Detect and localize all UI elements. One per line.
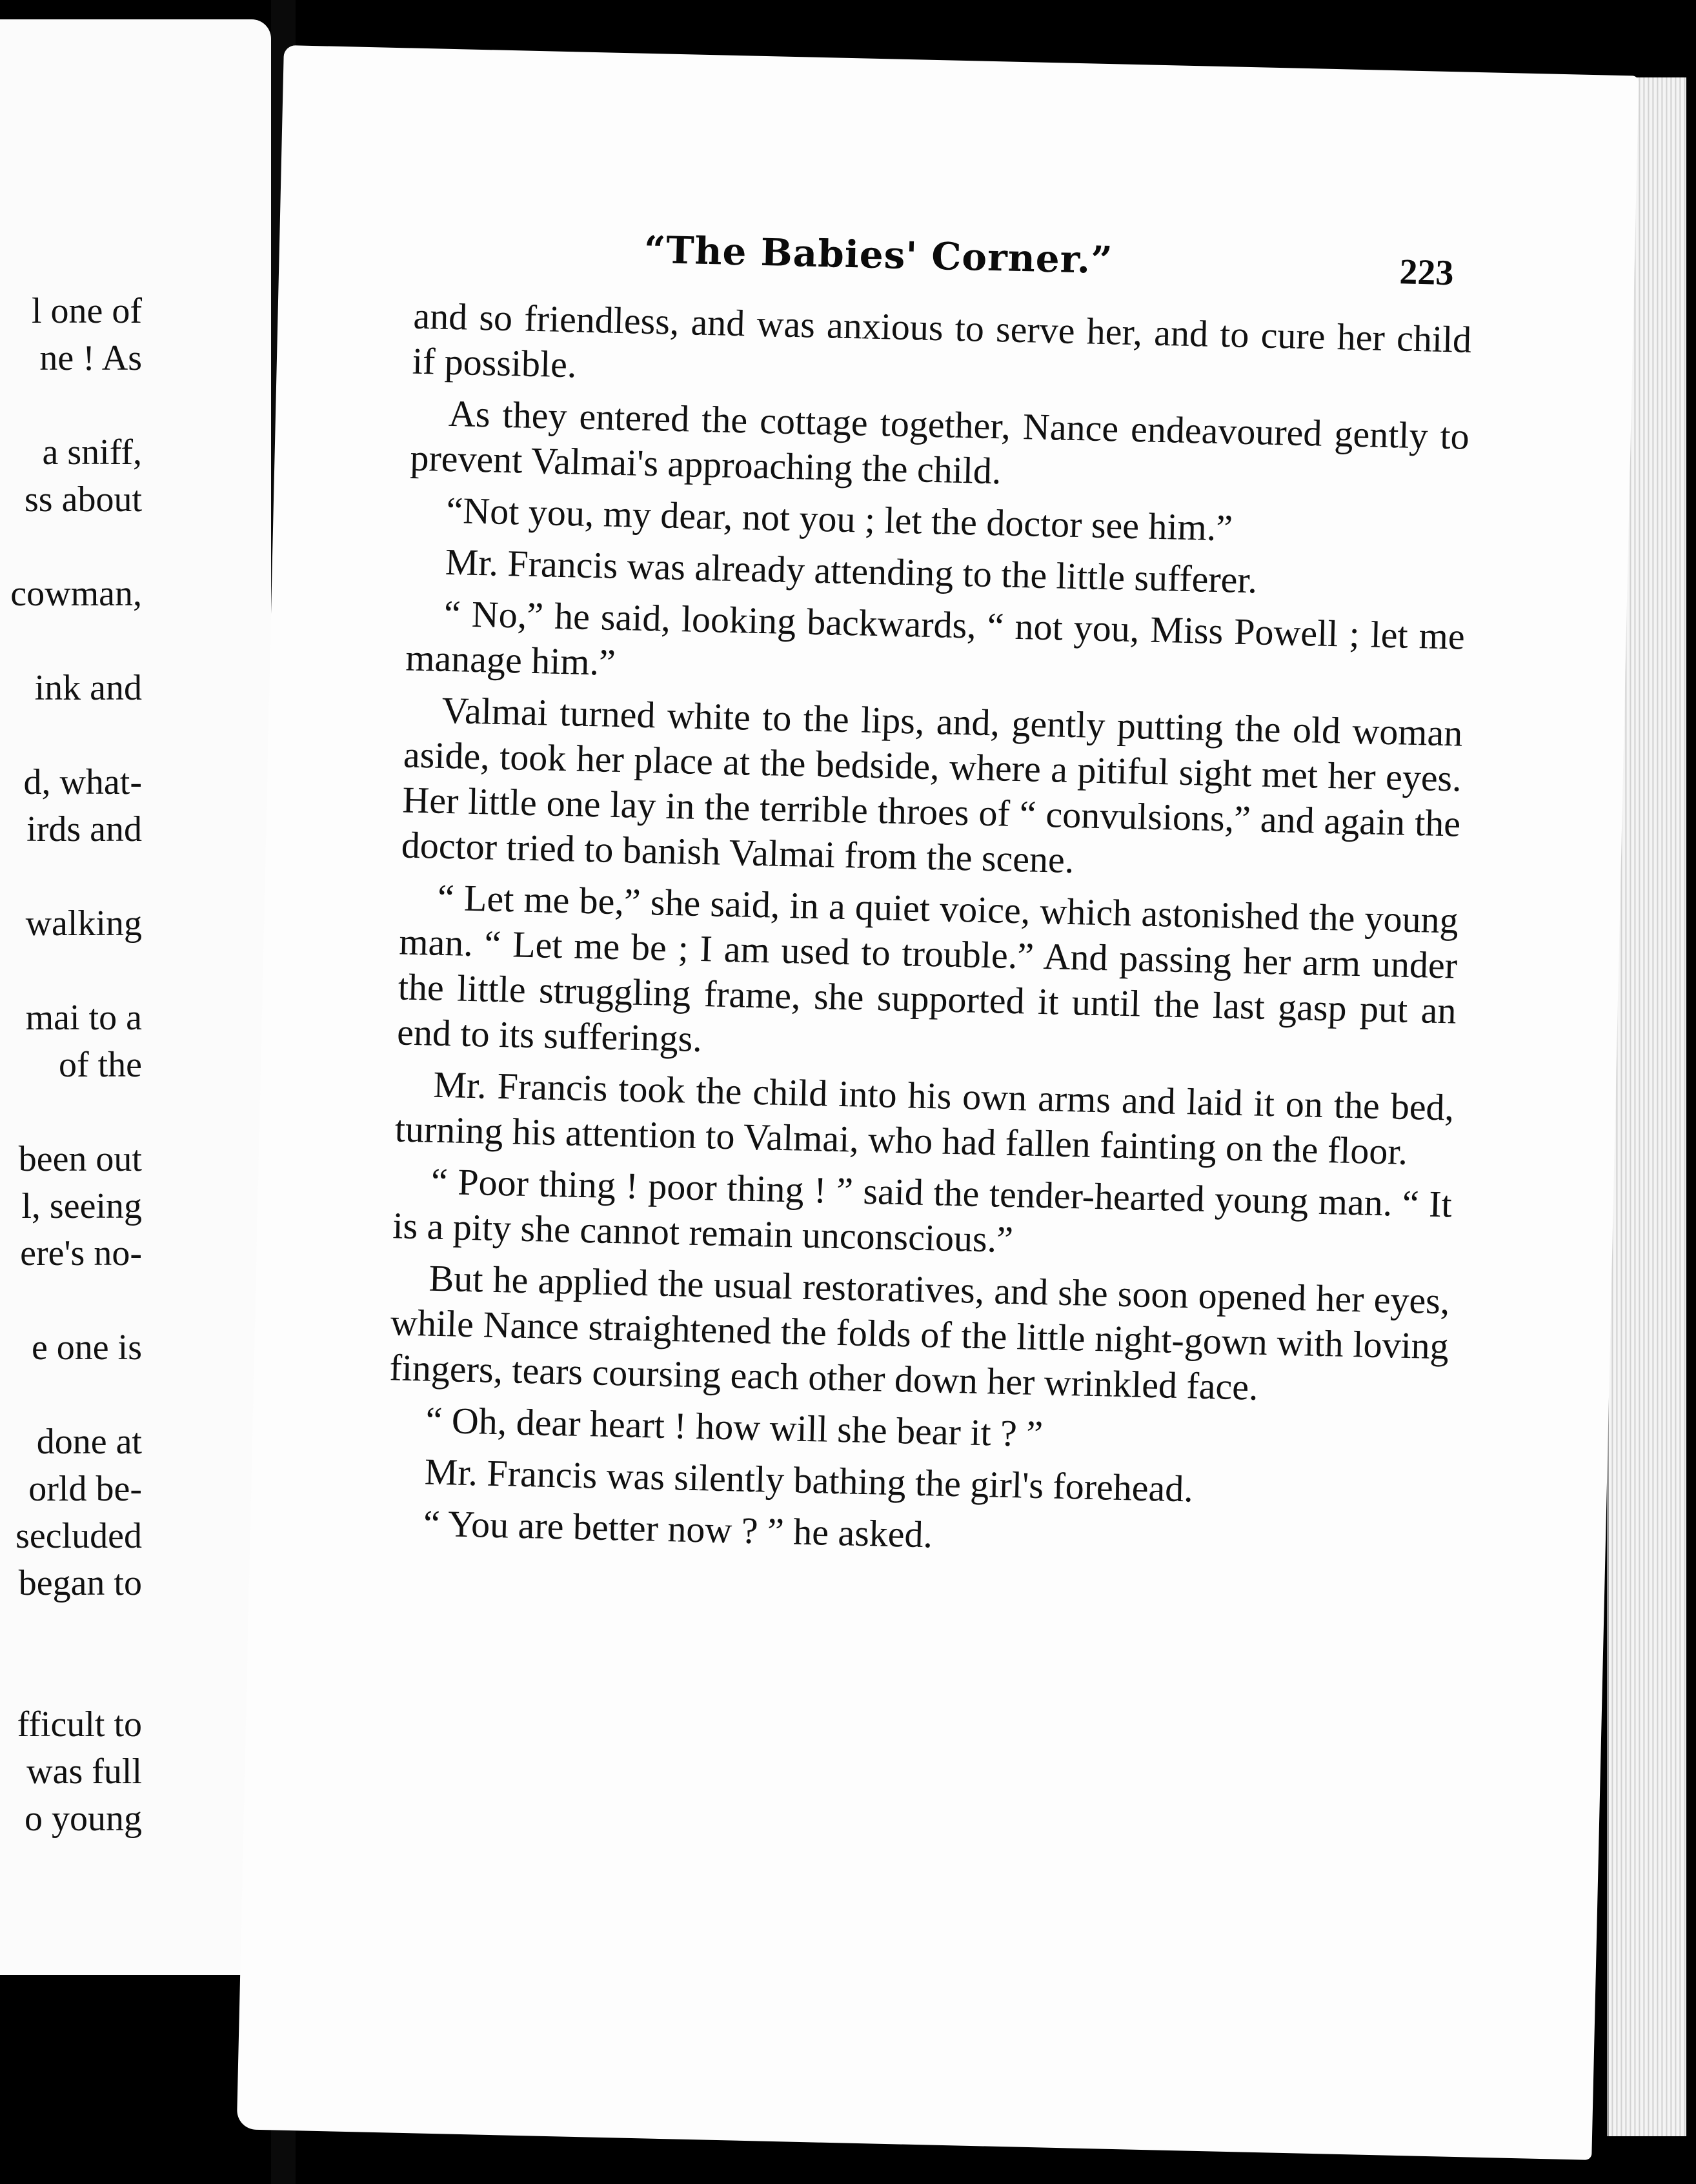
paragraph: Mr. Francis took the child into his own arms and laid it on the bed, turning his attention to Valmai, who had fallen fainting on the floor.	[394, 1063, 1455, 1173]
left-page-line: l one of	[31, 291, 142, 331]
left-page-line: orld be-	[28, 1469, 142, 1509]
paragraph: “ Poor thing ! poor thing ! ” said the tender-hearted young man. “ It is a pity she cannot remain unconscious.”	[392, 1160, 1453, 1261]
left-page-line: ink and	[34, 668, 142, 708]
paragraph: But he applied the usual restoratives, and she soon opened her eyes, while Nance straightened the folds of the little night-gown with loving fingers, tears coursing each other down her wrinkled face.	[389, 1257, 1451, 1408]
page-content	[385, 223, 1473, 1576]
running-title: “The Babies' Corner.”	[643, 227, 1114, 283]
left-page-line: secluded	[15, 1516, 142, 1556]
left-page-line: done at	[36, 1422, 142, 1462]
paragraph: “Not you, my dear, not you ; let the doctor see him.”	[445, 489, 1233, 549]
left-page-line: ere's no-	[20, 1233, 142, 1273]
left-page-line: began to	[18, 1563, 142, 1603]
paragraph: As they entered the cottage together, Nance endeavoured gently to prevent Valmai's approaching the child.	[409, 392, 1470, 492]
left-page	[0, 19, 271, 1975]
paragraph: “ Oh, dear heart ! how will she bear it ? ”	[425, 1399, 1044, 1455]
paragraph: and so friendless, and was anxious to serve her, and to cure her child if possible.	[412, 294, 1472, 386]
left-page-line: been out	[18, 1139, 142, 1179]
paragraph: Valmai turned white to the lips, and, gently putting the old woman aside, took her place at the bedside, where a pitiful sight met her eyes. Her little one lay in the terrible throes of “ convulsions,” and again the doctor tried to banish Valmai from the scene.	[401, 689, 1464, 882]
left-page-line: walking	[25, 904, 142, 944]
left-page-line: mai to a	[25, 998, 142, 1038]
left-page-line: fficult to	[17, 1704, 142, 1744]
left-page-line: o young	[25, 1799, 142, 1839]
left-page-line: l, seeing	[21, 1186, 142, 1226]
right-page	[237, 45, 1639, 2160]
left-page-line: of the	[58, 1045, 142, 1085]
left-page-line: irds and	[26, 809, 142, 849]
left-page-line: was full	[26, 1752, 142, 1792]
paragraph: “ You are better now ? ” he asked.	[423, 1502, 933, 1556]
body-text	[385, 294, 1472, 1570]
left-page-line: d, what-	[23, 762, 142, 802]
left-page-line: ss about	[25, 480, 142, 520]
left-page-line: a sniff,	[42, 432, 142, 472]
page-number: 223	[1398, 252, 1455, 294]
paragraph: “ Let me be,” she said, in a quiet voice, which astonished the young man. “ Let me be ; I am used to trouble.” And passing her arm under the little struggling frame, she supported it until the last gasp put an end to its sufferings.	[396, 876, 1459, 1060]
left-page-line: e one is	[31, 1328, 142, 1368]
paragraph: “ No,” he said, looking backwards, “ not you, Miss Powell ; let me manage him.”	[405, 592, 1466, 683]
left-page-text	[0, 19, 142, 1975]
paragraph: Mr. Francis was silently bathing the girl's forehead.	[424, 1450, 1194, 1510]
paragraph: Mr. Francis was already attending to the little sufferer.	[445, 540, 1258, 602]
left-page-line: ne ! As	[39, 338, 142, 378]
left-page-line: cowman,	[10, 574, 142, 614]
